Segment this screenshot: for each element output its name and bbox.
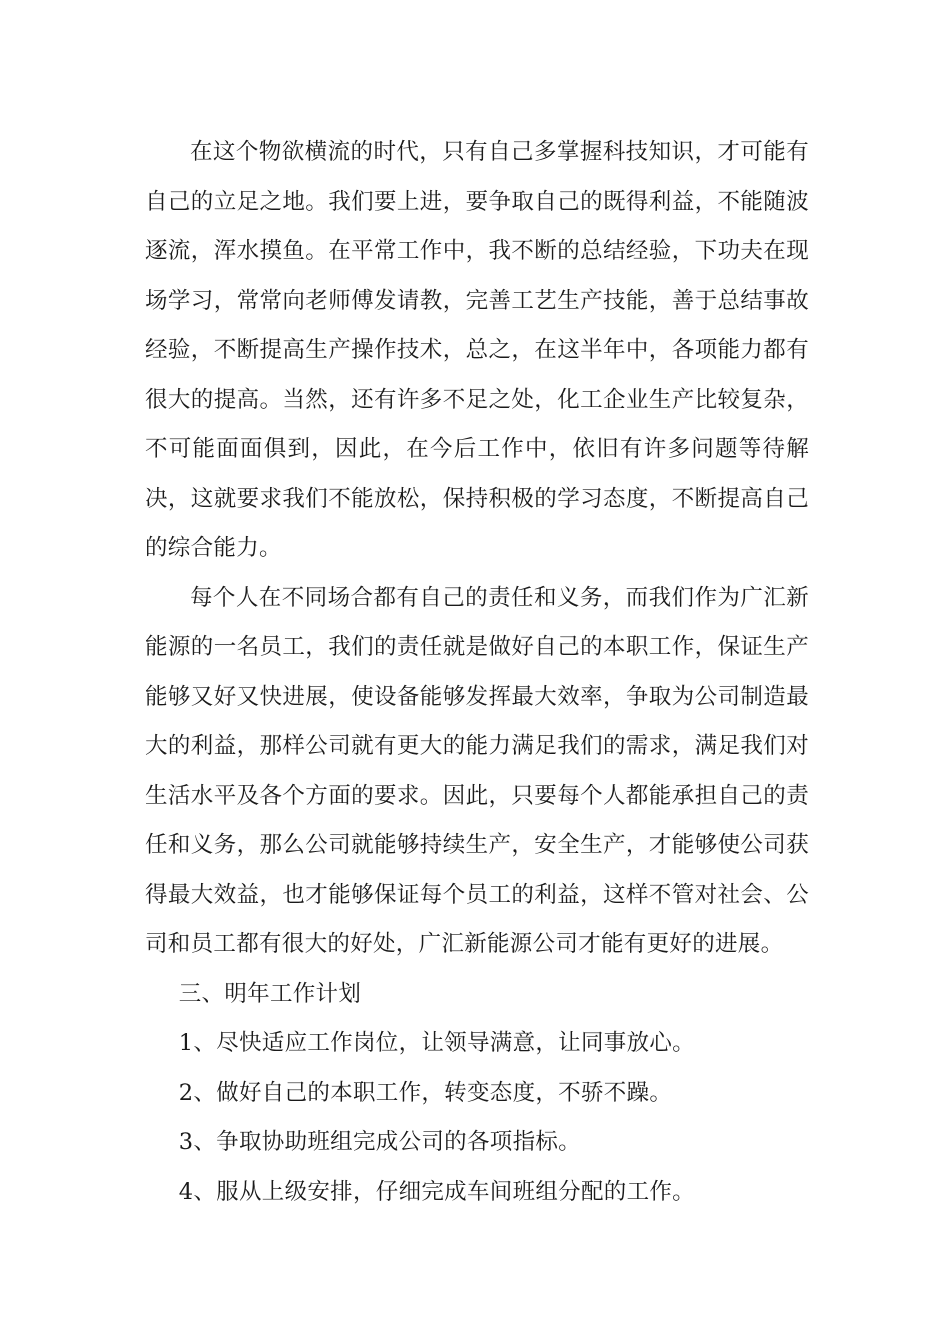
plan-item: 1、尽快适应工作岗位，让领导满意，让同事放心。 (178, 1030, 695, 1056)
section-heading: 三、明年工作计划 (178, 980, 362, 1007)
plan-item: 4、服从上级安排，仔细完成车间班组分配的工作。 (178, 1178, 695, 1205)
document-body (145, 128, 809, 1217)
plan-item: 3、争取协助班组完成公司的各项指标。 (178, 1129, 581, 1155)
paragraph-responsibility: 每个人在不同场合都有自己的责任和义务，而我们作为广汇新能源的一名员工，我们的责任就是做好自己的本职工作，保证生产能够又好又快进展，使设备能够发挥最大效率，争取为公司制造最大的利益，那样公司就有更大的能力满足我们的需求，满足我们对生活水平及各个方面的要求。因此，只要每个人都能承担自己的责任和义务，那么公司就能够持续生产，安全生产，才能够使公司获得最大效益，也才能够保证每个员工的利益，这样不管对社会、公司和员工都有很大的好处，广汇新能源公司才能有更好的进展。 (145, 584, 809, 957)
paragraph-self-improvement: 在这个物欲横流的时代，只有自己多掌握科技知识，才可能有自己的立足之地。我们要上进，要争取自己的既得利益，不能随波逐流，浑水摸鱼。在平常工作中，我不断的总结经验，下功夫在现场学习，常常向老师傅发请教，完善工艺生产技能，善于总结事故经验，不断提高生产操作技术，总之，在这半年中，各项能力都有很大的提高。当然，还有许多不足之处，化工企业生产比较复杂，不可能面面俱到，因此，在今后工作中，依旧有许多问题等待解决，这就要求我们不能放松，保持积极的学习态度，不断提高自己的综合能力。 (145, 139, 809, 561)
plan-item: 2、做好自己的本职工作，转变态度，不骄不躁。 (178, 1079, 673, 1106)
